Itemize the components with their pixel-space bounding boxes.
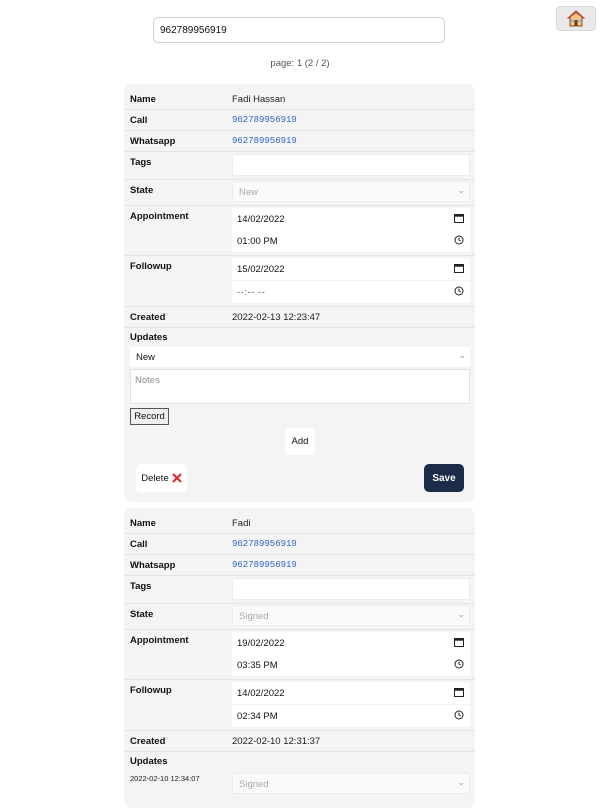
created-value: 2022-02-10 12:31:37	[232, 736, 321, 747]
whatsapp-label: Whatsapp	[130, 136, 176, 147]
page-indicator: page: 1 (2 / 2)	[270, 58, 330, 69]
update-state-value: New	[136, 352, 156, 363]
notes-placeholder: Notes	[135, 375, 160, 386]
tags-input[interactable]	[232, 154, 470, 176]
update-state-value: Signed	[239, 779, 269, 790]
state-label: State	[130, 185, 154, 196]
tags-row	[124, 151, 475, 180]
state-row	[124, 179, 475, 206]
followup-row	[124, 255, 475, 307]
appointment-time-value: 01:00 PM	[237, 236, 278, 247]
followup-date-input[interactable]	[232, 258, 470, 280]
name-value: Fadi	[232, 518, 251, 529]
name-value: Fadi Hassan	[232, 94, 286, 105]
close-icon	[172, 473, 182, 483]
created-row	[124, 730, 475, 752]
followup-date-value: 15/02/2022	[237, 264, 285, 275]
clock-icon[interactable]	[454, 659, 464, 669]
tags-row	[124, 575, 475, 604]
delete-button[interactable]	[136, 464, 187, 492]
state-row	[124, 603, 475, 630]
state-label: State	[130, 609, 154, 620]
calendar-icon[interactable]	[454, 687, 464, 697]
appointment-time-input[interactable]	[232, 230, 470, 252]
created-label: Created	[130, 312, 166, 323]
update-state-select[interactable]	[232, 773, 470, 794]
appointment-row	[124, 205, 475, 256]
followup-label: Followup	[130, 261, 172, 272]
followup-time-value: --:-- --	[237, 287, 266, 298]
created-value: 2022-02-13 12:23:47	[232, 312, 321, 323]
name-row	[124, 508, 475, 534]
followup-date-value: 14/02/2022	[237, 688, 285, 699]
clock-icon[interactable]	[454, 286, 464, 296]
call-link[interactable]: 962789956919	[232, 539, 297, 549]
chevron-down-icon: ⌄	[457, 609, 465, 619]
clock-icon[interactable]	[454, 710, 464, 720]
call-label: Call	[130, 115, 148, 126]
name-label: Name	[130, 94, 156, 105]
chevron-down-icon: ⌄	[458, 350, 466, 360]
add-button[interactable]: Add	[285, 428, 315, 455]
followup-date-input[interactable]	[232, 682, 470, 704]
whatsapp-link[interactable]: 962789956919	[232, 136, 297, 146]
whatsapp-row	[124, 130, 475, 152]
followup-time-input[interactable]	[232, 705, 470, 727]
notes-textarea[interactable]	[130, 369, 470, 404]
created-label: Created	[130, 736, 166, 747]
update-date: 2022-02-10 12:34:07	[130, 774, 200, 783]
call-link[interactable]: 962789956919	[232, 115, 297, 125]
appointment-time-input[interactable]	[232, 654, 470, 676]
appointment-date-input[interactable]	[232, 208, 470, 230]
lead-card	[124, 508, 475, 808]
followup-label: Followup	[130, 685, 172, 696]
clock-icon[interactable]	[454, 235, 464, 245]
state-value: New	[239, 187, 259, 198]
tags-label: Tags	[130, 581, 152, 592]
whatsapp-row	[124, 554, 475, 576]
name-label: Name	[130, 518, 156, 529]
tags-input[interactable]	[232, 578, 470, 600]
chevron-down-icon: ⌄	[457, 185, 465, 195]
updates-row	[124, 751, 475, 771]
update-state-select[interactable]	[130, 347, 470, 367]
calendar-icon[interactable]	[454, 263, 464, 273]
call-row	[124, 533, 475, 555]
search-input[interactable]	[153, 17, 445, 43]
followup-time-value: 02:34 PM	[237, 711, 278, 722]
save-button[interactable]: Save	[424, 464, 464, 492]
lead-card	[124, 84, 475, 502]
appointment-label: Appointment	[130, 211, 189, 222]
appointment-date-value: 14/02/2022	[237, 214, 285, 225]
whatsapp-link[interactable]: 962789956919	[232, 560, 297, 570]
call-label: Call	[130, 539, 148, 550]
calendar-icon[interactable]	[454, 213, 464, 223]
appointment-time-value: 03:35 PM	[237, 660, 278, 671]
call-row	[124, 109, 475, 131]
delete-label: Delete	[141, 472, 169, 484]
appointment-row	[124, 629, 475, 680]
state-select[interactable]	[232, 181, 470, 202]
calendar-icon[interactable]	[454, 637, 464, 647]
appointment-label: Appointment	[130, 635, 189, 646]
house-icon	[567, 10, 585, 27]
whatsapp-label: Whatsapp	[130, 560, 176, 571]
followup-time-input[interactable]	[232, 281, 470, 303]
created-row	[124, 306, 475, 328]
state-value: Signed	[239, 611, 269, 622]
appointment-date-value: 19/02/2022	[237, 638, 285, 649]
tags-label: Tags	[130, 157, 152, 168]
record-button[interactable]: Record	[130, 408, 169, 425]
state-select[interactable]	[232, 605, 470, 626]
updates-label: Updates	[130, 332, 168, 343]
updates-row	[124, 327, 475, 347]
updates-label: Updates	[130, 756, 168, 767]
name-row	[124, 84, 475, 110]
appointment-date-input[interactable]	[232, 632, 470, 654]
followup-row	[124, 679, 475, 731]
chevron-down-icon: ⌄	[457, 777, 465, 787]
home-button[interactable]	[556, 6, 596, 31]
